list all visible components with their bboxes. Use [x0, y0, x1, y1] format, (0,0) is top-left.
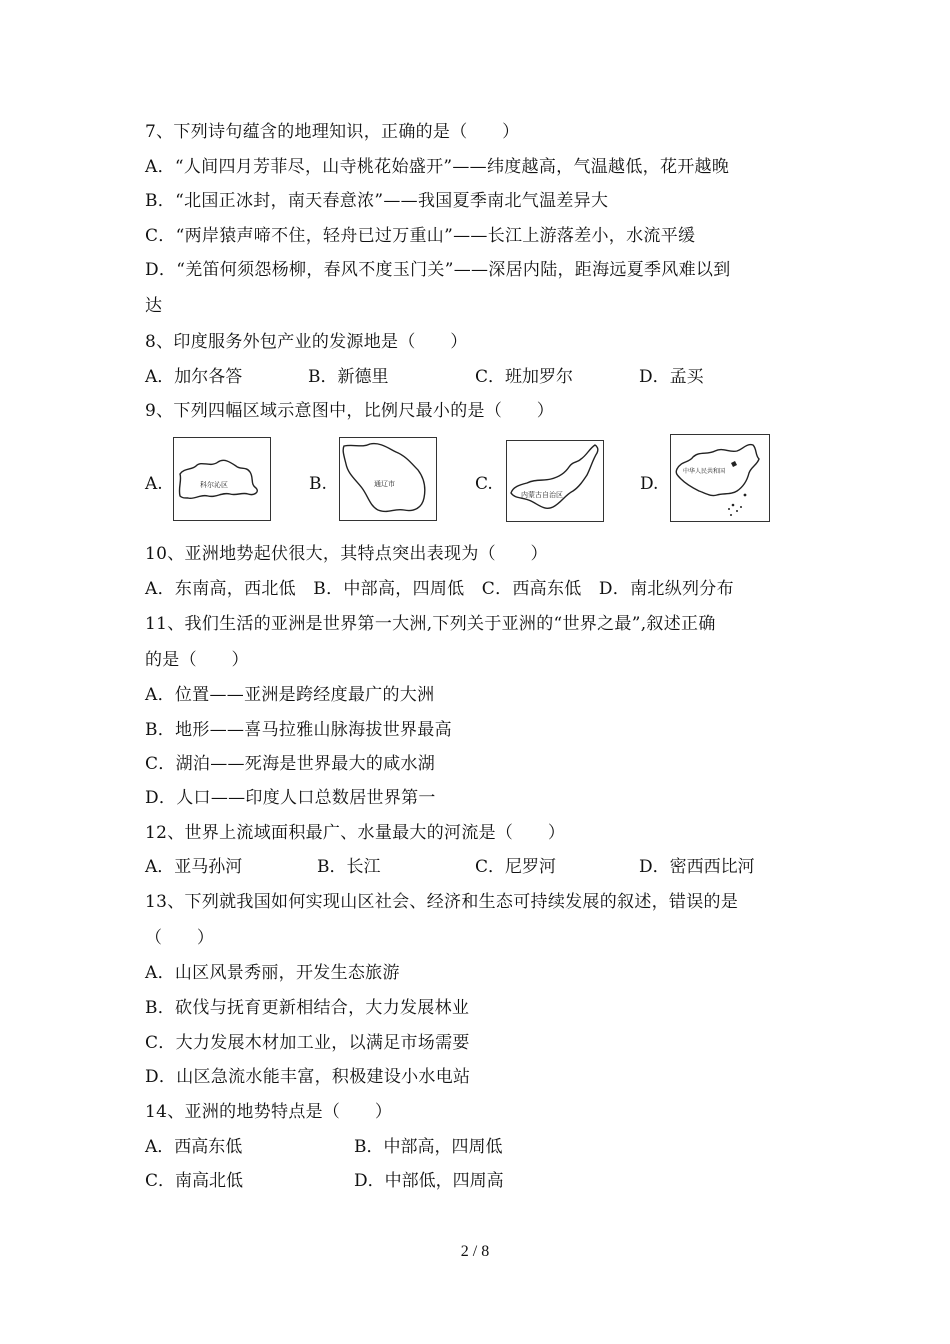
- q7-stem: 7、下列诗句蕴含的地理知识，正确的是（ ）: [145, 122, 520, 142]
- q13-option-a: A．山区风景秀丽，开发生态旅游: [145, 963, 400, 983]
- q9-map-c: [506, 440, 604, 522]
- q9-label-c: C.: [475, 474, 493, 494]
- q13-stem: 13、下列就我国如何实现山区社会、经济和生态可持续发展的叙述，错误的是: [145, 892, 739, 912]
- q9-label-b: B.: [309, 474, 327, 494]
- q11-option-d: D．人口——印度人口总数居世界第一: [145, 788, 436, 808]
- q10-stem: 10、亚洲地势起伏很大，其特点突出表现为（ ）: [145, 544, 548, 564]
- q8-option-b: B．新德里: [308, 367, 389, 387]
- q7-option-c: C．“两岸猿声啼不住，轻舟已过万重山”——长江上游落差小，水流平缓: [145, 226, 696, 246]
- q9-map-a-label: 科尔沁区: [200, 481, 228, 489]
- q13-stem-cont: （ ）: [145, 928, 215, 948]
- q11-option-b: B．地形——喜马拉雅山脉海拔世界最高: [145, 720, 452, 740]
- q9-map-a: [173, 437, 271, 521]
- q11-stem-cont: 的是（ ）: [145, 650, 249, 670]
- q14-option-b: B．中部高，四周低: [354, 1137, 503, 1157]
- q13-option-b: B．砍伐与抚育更新相结合，大力发展林业: [145, 998, 470, 1018]
- q8-option-a: A．加尔各答: [145, 367, 243, 387]
- q9-stem: 9、下列四幅区域示意图中，比例尺最小的是（ ）: [145, 401, 555, 421]
- q13-option-d: D．山区急流水能丰富，积极建设小水电站: [145, 1067, 471, 1087]
- q14-option-c: C．南高北低: [145, 1171, 244, 1191]
- q8-stem: 8、印度服务外包产业的发源地是（ ）: [145, 332, 468, 352]
- q7-option-d: D．“羌笛何须怨杨柳，春风不度玉门关”——深居内陆，距海远夏季风难以到: [145, 260, 731, 280]
- q7-option-a: A．“人间四月芳菲尽，山寺桃花始盛开”——纬度越高，气温越低，花开越晚: [145, 157, 730, 177]
- q10-options: A．东南高，西北低 B．中部高，四周低 C．西高东低 D．南北纵列分布: [145, 579, 734, 599]
- q9-label-d: D.: [640, 474, 659, 494]
- q8-option-c: C．班加罗尔: [475, 367, 574, 387]
- q7-option-d-cont: 达: [145, 296, 163, 316]
- q9-map-c-label: 内蒙古自治区: [521, 491, 563, 499]
- q11-option-c: C．湖泊——死海是世界最大的咸水湖: [145, 754, 436, 774]
- q11-option-a: A．位置——亚洲是跨经度最广的大洲: [145, 685, 435, 705]
- q7-option-b: B．“北国正冰封，南天春意浓”——我国夏季南北气温差异大: [145, 191, 609, 211]
- q12-stem: 12、世界上流域面积最广、水量最大的河流是（ ）: [145, 823, 566, 843]
- q11-stem: 11、我们生活的亚洲是世界第一大洲,下列关于亚洲的“世界之最”,叙述正确: [145, 614, 716, 634]
- q14-option-d: D．中部低，四周高: [354, 1171, 504, 1191]
- q9-map-b-label: 通辽市: [374, 480, 395, 488]
- q9-label-a: A.: [145, 474, 163, 494]
- q13-option-c: C．大力发展木材加工业，以满足市场需要: [145, 1033, 470, 1053]
- page-number: 2 / 8: [460, 1243, 490, 1260]
- q8-option-d: D．孟买: [639, 367, 704, 387]
- q9-map-d: [670, 434, 770, 522]
- q12-option-c: C．尼罗河: [475, 857, 557, 877]
- q9-map-b: [339, 437, 437, 521]
- q14-stem: 14、亚洲的地势特点是（ ）: [145, 1102, 393, 1122]
- q12-option-d: D．密西西比河: [639, 857, 755, 877]
- q12-option-b: B．长江: [317, 857, 381, 877]
- q14-option-a: A．西高东低: [145, 1137, 243, 1157]
- q9-map-d-label: 中华人民共和国: [683, 468, 726, 475]
- q12-option-a: A．亚马孙河: [145, 857, 243, 877]
